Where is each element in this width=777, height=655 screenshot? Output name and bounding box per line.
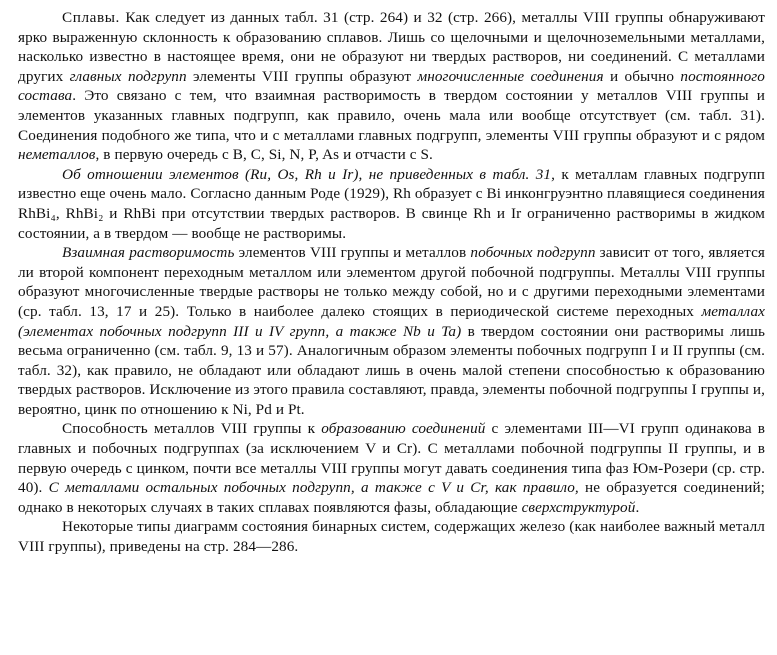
- paragraph: [18, 165, 765, 243]
- text-segment: в твердом состоянии они растворимы лишь весьма ограниченно (см. табл. 9, 13 и 57). Аналогичным образом элементы побочных подгрупп I и II группы (см. табл. 32), как правило, не обладают или обладают лишь в очень малой степени способностью к образованию твердых растворов. Исключение из этого правила составляют, правда, элементы побочной подгруппы I группы и, вероятно, цинк по отношению к Ni, Pd и Pt.: [18, 322, 765, 418]
- text-segment: Как следует из данных табл. 31 (стр. 264) и 32 (стр. 266), металлы VIII группы обнаруживают ярко выраженную склонность к образованию сплавов. Лишь со щелочными и щелочноземельными металлами, насколько известно в настоящее время, они не образуют ни твердых растворов, ни соединений. С металлами других: [18, 9, 765, 85]
- paragraph: [18, 8, 765, 165]
- text-segment: с элементами III—VI групп одинакова в главных и побочных подгруппах (за исключением V и Cr). С металлами побочной подгруппы II группы, и в первую очередь с цинком, почти все металлы VIII группы могут давать соединения типа фаз Юм-Розери (ср. стр. 40).: [18, 420, 766, 497]
- paragraph: [18, 419, 765, 517]
- text-segment: Сплавы.: [62, 9, 120, 26]
- text-segment: и обычно: [603, 67, 681, 85]
- text-segment: не образуется соединений; однако в некоторых случаях в таких сплавах появляются фазы, обладающие: [18, 479, 765, 516]
- paragraph: [18, 517, 765, 556]
- italic-text-segment: образованию соединений: [321, 420, 486, 438]
- italic-text-segment: побочных подгрупп: [470, 244, 596, 262]
- text-segment: элементы VIII группы образуют: [186, 67, 418, 85]
- italic-text-segment: главных подгрупп: [69, 67, 187, 85]
- text-segment: зависит от того, является ли второй компонент переходным металлом или элементом другой побочной подгруппы. Металлы VIII группы образуют многочисленные твердые растворы не только между собой, но и с другими переходными элементами (ср. табл. 13, 17 и 25). Только в наиболее далеко стоящих в периодической системе переходных: [18, 244, 765, 320]
- text-segment: , в первую очередь с B, C, Si, N, P, As и отчасти с S.: [95, 146, 433, 164]
- text-segment: .: [635, 498, 640, 516]
- italic-text-segment: металлах (элементах побочных подгрупп III и IV групп, а также Nb и Ta): [18, 302, 765, 340]
- text-segment: элементов VIII группы и металлов: [234, 244, 471, 262]
- italic-text-segment: постоянного состава: [18, 67, 766, 105]
- italic-text-segment: Об отношении элементов (Ru, Os, Rh и Ir), не приведенных в табл. 31,: [62, 165, 555, 183]
- italic-text-segment: многочисленные соединения: [417, 67, 604, 85]
- text-segment: к металлам главных подгрупп известно еще очень мало. Согласно данным Роде (1929), Rh образует с Bi инконгруэнтно плавящиеся соединения RhBi₄, RhBi₂ и RhBi при отсутствии твердых растворов. В свинце Rh и Ir ограниченно растворимы в жидком состоянии, а в твердом — вообще не растворимы.: [18, 165, 766, 242]
- text-segment: Способность металлов VIII группы к: [62, 420, 322, 438]
- text-segment: . Это связано с тем, что взаимная растворимость в твердом состоянии у металлов VIII группы и элементов указанных главных подгрупп, как правило, очень мала или вообще отсутствует (см. табл. 31). Соединения подобного же типа, что и с металлами главных подгрупп, элементы VIII группы образуют и с рядом: [18, 87, 765, 144]
- italic-text-segment: сверхструктурой: [521, 498, 636, 516]
- italic-text-segment: неметаллов: [18, 146, 96, 164]
- italic-text-segment: С металлами остальных побочных подгрупп, а также с V и Cr, как правило,: [48, 479, 579, 497]
- text-segment: Некоторые типы диаграмм состояния бинарных систем, содержащих железо (как наиболее важный металл VIII группы), приведены на стр. 284—286.: [18, 518, 765, 556]
- italic-text-segment: Взаимная растворимость: [62, 244, 235, 262]
- paragraph: [18, 243, 765, 419]
